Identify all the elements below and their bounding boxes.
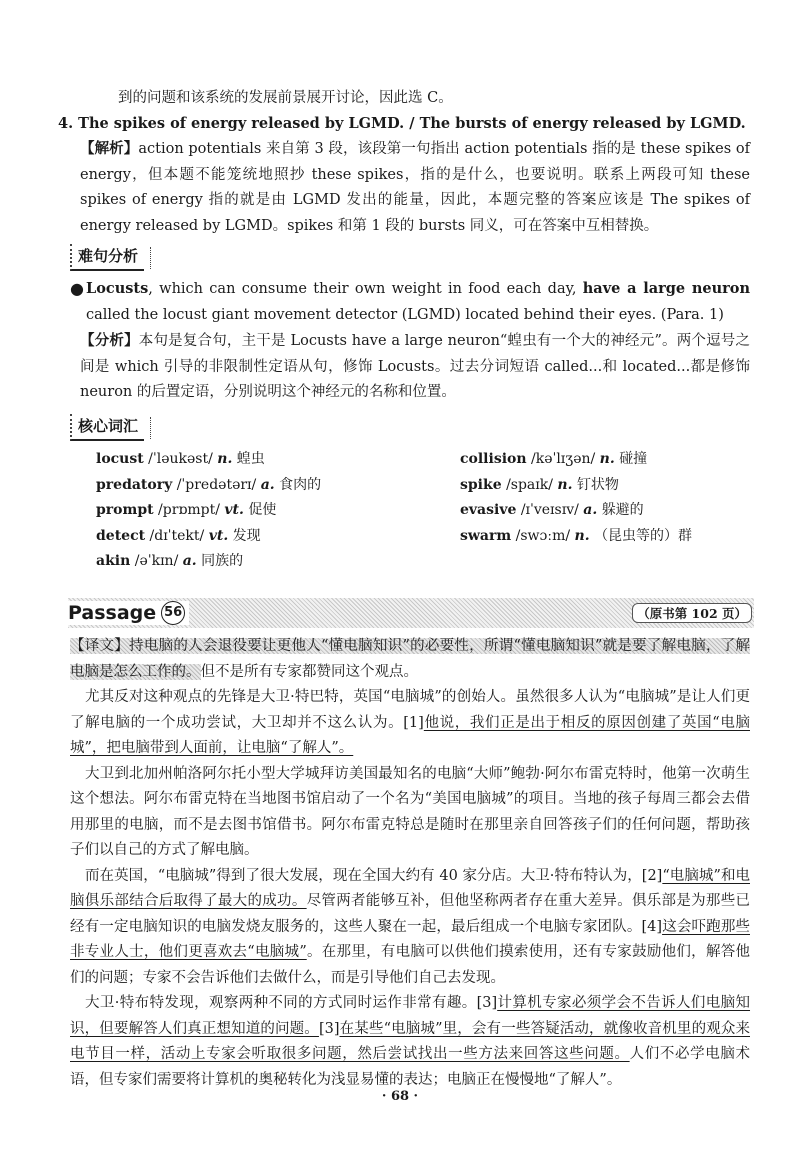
translation-paragraph-1: 尤其反对这种观点的先锋是大卫·特巴特，英国“电脑城”的创始人。虽然很多人认为“电脑城”是让人们更了解电脑的一个成功尝试，大卫却并不这么认为。[1]他说，我们正是出于相反的原因创建了英国“电脑城”，把电脑带到人面前，让电脑“了解人”。 [70,689,750,756]
previous-answer-tail: 到的问题和该系统的发展前景展开讨论，因此选 C。 [118,90,453,106]
sentence-analysis [70,328,750,406]
vocab-entry: akin /əˈkɪn/ a. 同族的 [96,553,244,569]
translation-paragraph-2: 大卫到北加州帕洛阿尔托小型大学城拜访美国最知名的电脑“大师”鲍勃·阿尔布雷克特时，他第一次萌生这个想法。阿尔布雷克特在当地图书馆启动了一个名为“美国电脑城”的项目。当地的孩子每周三都会去借用那里的电脑，而不是去图书馆借书。阿尔布雷克特总是随时在那里亲自回答孩子们的任何问题，帮助孩子们以自己的方式了解电脑。 [70,765,750,858]
sentence-predicate: have a large neuron [582,280,750,297]
vocab-column-left [96,447,321,575]
passage-translation [70,634,750,1093]
original-page-ref: （原书第 102 页） [632,603,752,623]
analysis-label: 【分析】 [80,332,139,349]
translation-intro [70,634,750,685]
underlined-sentence: 这会吓跑那些非专业人士，他们更喜欢去“电脑城” [70,918,750,960]
sentence-clause: , which can consume their own weight in food each day, [148,281,583,297]
vocab-entry: predatory /ˈpredətərɪ/ a. 食肉的 [96,476,322,493]
passage-number: 56 [161,601,185,625]
passage-title [68,601,189,625]
explanation-label: 【解析】 [80,140,139,157]
vocab-entry: detect /dɪˈtekt/ vt. 发现 [96,527,261,544]
translation-paragraph-4: 大卫·特布特发现，观察两种不同的方式同时运作非常有趣。[3]计算机专家必须学会不告诉人们电脑知识，但要解答人们真正想知道的问题。[3]在某些“电脑城”里，会有一些答疑活动，就像收音机里的观众来电节目一样，活动上专家会听取很多问题，然后尝试找出一些方法来回答这些问题。人们不必学电脑术语，但专家们需要将计算机的奥秘转化为浅显易懂的表达；电脑正在慢慢地“了解人”。 [70,995,751,1088]
intro-rest: 但不是所有专家都赞同这个观点。 [200,663,418,680]
sentence-rest: called the locust giant movement detector (LGMD) located behind their eyes. (Para. 1) [86,306,724,323]
difficult-sentence-title: 难句分析 [70,244,144,271]
vocab-entry: prompt /prɒmpt/ vt. 促使 [96,502,277,518]
difficult-sentence-section [70,276,750,406]
vocab-entry: swarm /swɔːm/ n. （昆虫等的）群 [460,527,693,544]
page-number: · 68 · [381,1089,419,1104]
difficult-sentence [70,276,750,328]
translation-paragraph-3: 而在英国，“电脑城”得到了很大发展，现在全国大约有 40 家分店。大卫·特布特认为，[2]“电脑城”和电脑俱乐部结合后取得了最大的成功。尽管两者能够互补，但他坚称两者存在重大差异。俱乐部是为那些已经有一定电脑知识的电脑发烧友服务的，这些人聚在一起，最后组成一个电脑专家团队。[4]这会吓跑那些非专业人士，他们更喜欢去“电脑城”。在那里，有电脑可以供他们摸索使用，还有专家鼓励他们，解答他们的问题；专家不会告诉他们去做什么，而是引导他们自己去发现。 [70,867,751,986]
heading-divider [150,247,151,269]
difficult-sentence-heading [70,244,151,271]
question-4-explanation [70,136,750,239]
vocab-column-right [460,447,692,549]
sentence-text [86,276,750,328]
passage-header [68,598,754,628]
vocab-entry: locust /ˈləukəst/ n. 蝗虫 [96,451,265,467]
underlined-sentence: 计算机专家必须学会不告诉人们电脑知识，但要解答人们真正想知道的问题。 [70,995,751,1037]
underlined-sentence: 在某些“电脑城”里，会有一些答疑活动，就像收音机里的观众来电节目一样，活动上专家会听取很多问题，然后尝试找出一些方法来回答这些问题。 [70,1020,750,1062]
heading-divider [150,417,151,439]
intro-highlight: 【译文】持电脑的人会退役要让更他人“懂电脑知识”的必要性，所谓“懂电脑知识”就是要了解电脑，了解电脑是怎么工作的。 [70,638,750,680]
analysis-text: 本句是复合句，主干是 Locusts have a large neuron“蝗虫有一个大的神经元”。两个逗号之间是 which 引导的非限制性定语从句，修饰 Locusts。过去分词短语 called...和 located...都是修饰 neuron 的后置定语，分别说明这个神经元的名称和位置。 [80,333,750,400]
answer-section [58,86,751,239]
vocab-entry: collision /kəˈlɪʒən/ n. 碰撞 [460,451,648,467]
underlined-sentence: 他说，我们正是出于相反的原因创建了英国“电脑城”，把电脑带到人面前，让电脑“了解人”。 [70,714,750,756]
core-vocabulary-title: 核心词汇 [70,414,144,441]
vocab-entry: evasive /ɪˈveɪsɪv/ a. 躲避的 [460,502,644,518]
question-4-answer: 4. The spikes of energy released by LGMD. / The bursts of energy released by LGMD. [58,115,746,132]
passage-title-text: Passage [68,602,157,624]
sentence-subject: Locusts [86,280,149,297]
core-vocabulary-heading [70,414,151,441]
explanation-text: action potentials 来自第 3 段，该段第一句指出 action potentials 指的是 these spikes of energy，但本题不能笼统地照抄 these spikes，指的是什么，也要说明。联系上两段可知 these spikes of energy 指的就是由 LGMD 发出的能量，因此，本题完整的答案应该是 The spikes of energy released by LGMD。spikes 和第 1 段的 bursts 同义，可在答案中互相替换。 [80,141,751,234]
vocab-entry: spike /spaɪk/ n. 钉状物 [460,476,619,493]
bullet-icon: ● [70,279,84,298]
underlined-sentence: “电脑城”和电脑俱乐部结合后取得了最大的成功。 [70,867,750,909]
